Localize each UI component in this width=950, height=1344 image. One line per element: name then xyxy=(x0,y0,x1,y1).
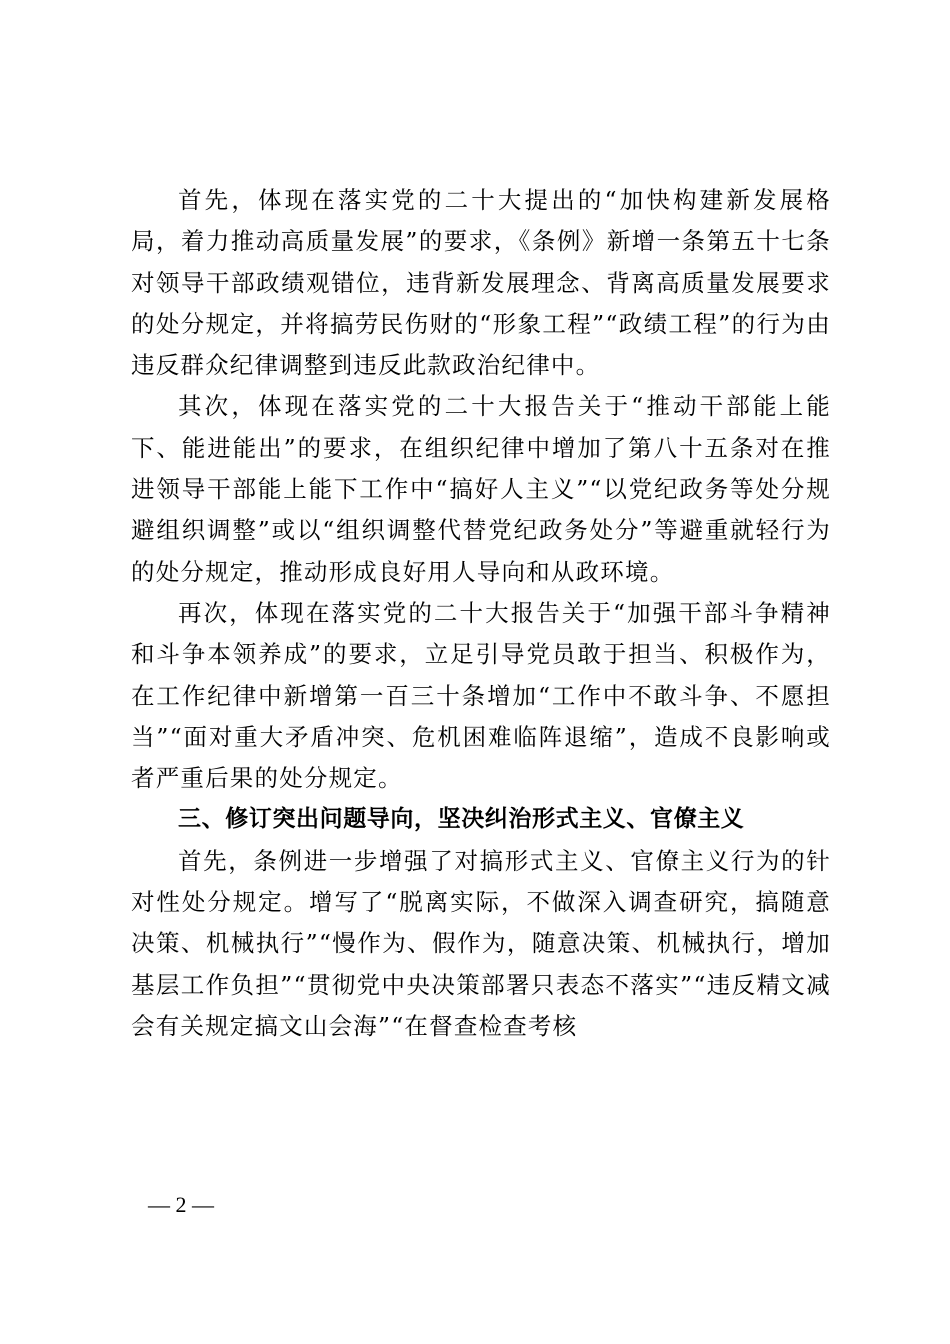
section-paragraph: 首先，条例进一步增强了对搞形式主义、官僚主义行为的针对性处分规定。增写了“脱离实际，不做深入调查研究，搞随意决策、机械执行”“慢作为、假作为，随意决策、机械执行，增加基层工作负担”“贯彻党中央决策部署只表态不落实”“违反精文减会有关规定搞文山会海”“在督查检查考核 xyxy=(131,846,831,1040)
document-body xyxy=(131,180,831,1047)
paragraph-third: 再次，体现在落实党的二十大报告关于“加强干部斗争精神和斗争本领养成”的要求，立足引导党员敢于担当、积极作为，在工作纪律中新增第一百三十条增加“工作中不敢斗争、不愿担当”“面对重大矛盾冲突、危机困难临阵退缩”，造成不良影响或者严重后果的处分规定。 xyxy=(131,598,831,793)
page-number: — 2 — xyxy=(148,1192,214,1217)
paragraph-second: 其次，体现在落实党的二十大报告关于“推动干部能上能下、能进能出”的要求，在组织纪律中增加了第八十五条对在推进领导干部能上能下工作中“搞好人主义”“以党纪政务等处分规避组织调整”或以“组织调整代替党纪政务处分”等避重就轻行为的处分规定，推动形成良好用人导向和从政环境。 xyxy=(131,392,831,586)
section-heading: 三、修订突出问题导向，坚决纠治形式主义、官僚主义 xyxy=(178,806,745,833)
paragraph-first: 首先，体现在落实党的二十大提出的“加快构建新发展格局，着力推动高质量发展”的要求，《条例》新增一条第五十七条对领导干部政绩观错位，违背新发展理念、背离高质量发展要求的处分规定，并将搞劳民伤财的“形象工程”“政绩工程”的行为由违反群众纪律调整到违反此款政治纪律中。 xyxy=(131,186,831,380)
